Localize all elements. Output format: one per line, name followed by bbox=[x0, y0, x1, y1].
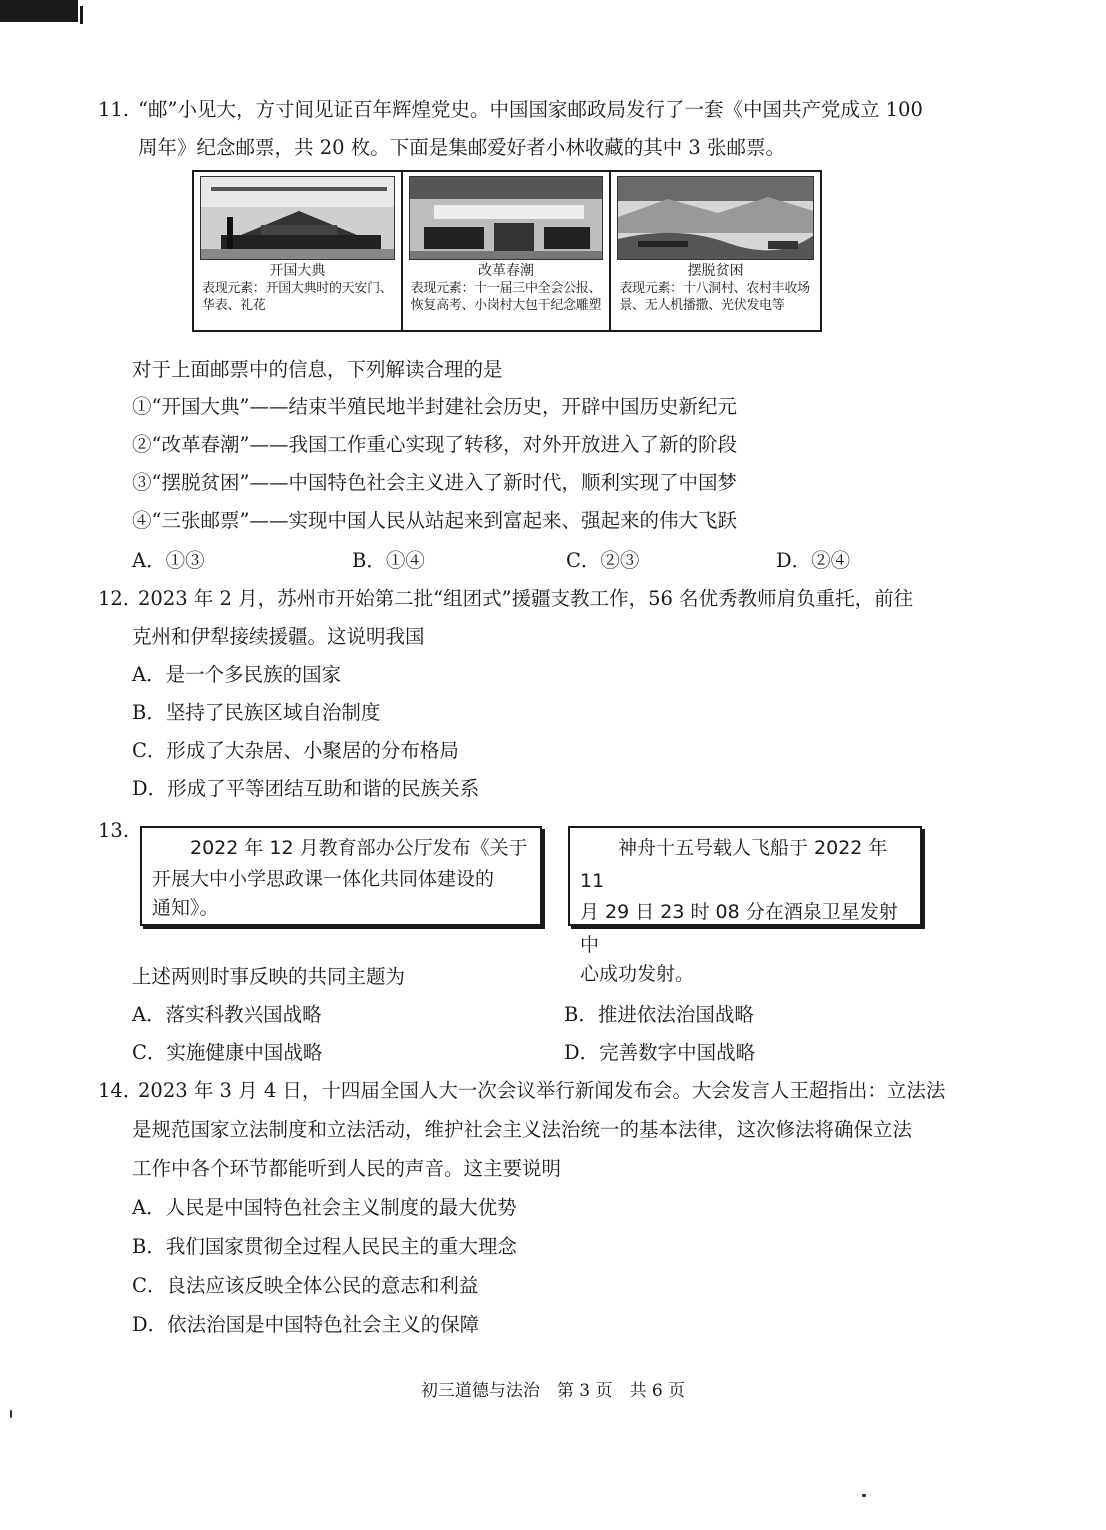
option-d: D．依法治国是中国特色社会主义的保障 bbox=[132, 1313, 480, 1336]
option-d: D．形成了平等团结互助和谐的民族关系 bbox=[132, 777, 480, 800]
statement: ④“三张邮票”——实现中国人民从站起来到富起来、强起来的伟大飞跃 bbox=[132, 509, 737, 532]
question-stem: 是规范国家立法制度和立法活动，维护社会主义法治统一的基本法律，这次修法将确保立法 bbox=[132, 1118, 913, 1141]
option-c: C．实施健康中国战略 bbox=[132, 1041, 323, 1064]
option-b: B．我们国家贯彻全过程人民民主的重大理念 bbox=[132, 1235, 517, 1258]
question-stem: 2023 年 3 月 4 日，十四届全国人大一次会议举行新闻发布会。大会发言人王超指出：立法法 bbox=[138, 1079, 946, 1102]
news-line: 2022 年 12 月教育部办公厅发布《关于 bbox=[152, 837, 528, 859]
news-line: 心成功发射。 bbox=[580, 963, 695, 985]
question-number: 12． bbox=[98, 587, 143, 610]
question-stem: 克州和伊犁接续援疆。这说明我国 bbox=[132, 625, 425, 648]
statement: ①“开国大典”——结束半殖民地半封建社会历史，开辟中国历史新纪元 bbox=[132, 395, 737, 418]
scan-mark bbox=[0, 0, 78, 22]
question-text: 对于上面邮票中的信息，下列解读合理的是 bbox=[132, 358, 503, 381]
stamp-kaiguo bbox=[194, 172, 403, 330]
option-b: B．推进依法治国战略 bbox=[564, 1003, 754, 1026]
stamp-description: 表现元素：十一届三中全会公报、恢复高考、小岗村大包干纪念雕塑 bbox=[410, 281, 602, 313]
stamp-image bbox=[200, 176, 395, 260]
option-c: C．②③ bbox=[566, 549, 640, 572]
stamp-title: 开国大典 bbox=[269, 263, 326, 279]
stamp-description: 表现元素：十八洞村、农村丰收场景、无人机播撒、光伏发电等 bbox=[619, 281, 810, 313]
news-box-2 bbox=[568, 826, 922, 985]
news-line: 通知》。 bbox=[152, 897, 219, 919]
statement: ②“改革春潮”——我国工作重心实现了转移，对外开放进入了新的阶段 bbox=[132, 433, 737, 456]
scan-speck bbox=[10, 1410, 12, 1418]
stamp-image bbox=[409, 176, 604, 260]
scan-mark bbox=[80, 6, 83, 24]
stamp-gaige bbox=[403, 172, 612, 330]
stamp-baituo bbox=[611, 172, 820, 330]
option-d: D．②④ bbox=[776, 549, 851, 572]
question-stem: 2023 年 2 月，苏州市开始第二批“组团式”援疆支教工作，56 名优秀教师肩负重托，前往 bbox=[138, 587, 914, 610]
stamp-title: 改革春潮 bbox=[478, 263, 534, 279]
statement: ③“摆脱贫困”——中国特色社会主义进入了新时代，顺利实现了中国梦 bbox=[132, 471, 737, 494]
news-line: 开展大中小学思政课一体化共同体建设的 bbox=[152, 868, 495, 890]
question-number: 11. bbox=[98, 98, 130, 121]
stamp-title: 摆脱贫困 bbox=[687, 263, 744, 279]
news-line: 月 29 日 23 时 08 分在酒泉卫星发射中 bbox=[580, 901, 898, 956]
question-text: 上述两则时事反映的共同主题为 bbox=[132, 965, 406, 988]
news-box-1 bbox=[140, 826, 542, 926]
stamp-description: 表现元素：开国大典时的天安门、华表、礼花 bbox=[202, 281, 393, 313]
option-a: A．①③ bbox=[132, 549, 205, 572]
option-a: A．落实科教兴国战略 bbox=[132, 1003, 322, 1026]
option-a: A．是一个多民族的国家 bbox=[132, 663, 342, 686]
option-a: A．人民是中国特色社会主义制度的最大优势 bbox=[132, 1196, 517, 1219]
option-c: C．良法应该反映全体公民的意志和利益 bbox=[132, 1274, 479, 1297]
question-stem: 工作中各个环节都能听到人民的声音。这主要说明 bbox=[132, 1157, 562, 1180]
scan-speck bbox=[862, 1494, 866, 1497]
question-stem: “邮”小见大，方寸间见证百年辉煌党史。中国国家邮政局发行了一套《中国共产党成立 100 bbox=[138, 98, 923, 121]
news-line: 神舟十五号载人飞船于 2022 年 11 bbox=[580, 837, 888, 892]
stamp-strip bbox=[192, 170, 822, 332]
option-d: D．完善数字中国战略 bbox=[564, 1041, 756, 1064]
option-c: C．形成了大杂居、小聚居的分布格局 bbox=[132, 739, 459, 762]
question-number: 14． bbox=[98, 1079, 143, 1102]
option-b: B．①④ bbox=[352, 549, 425, 572]
stamp-image bbox=[617, 176, 814, 260]
question-stem: 周年》纪念邮票，共 20 枚。下面是集邮爱好者小林收藏的其中 3 张邮票。 bbox=[138, 136, 786, 159]
option-b: B．坚持了民族区域自治制度 bbox=[132, 701, 381, 724]
page-footer: 初三道德与法治 第 3 页 共 6 页 bbox=[420, 1381, 686, 1401]
question-number: 13. bbox=[98, 819, 130, 842]
